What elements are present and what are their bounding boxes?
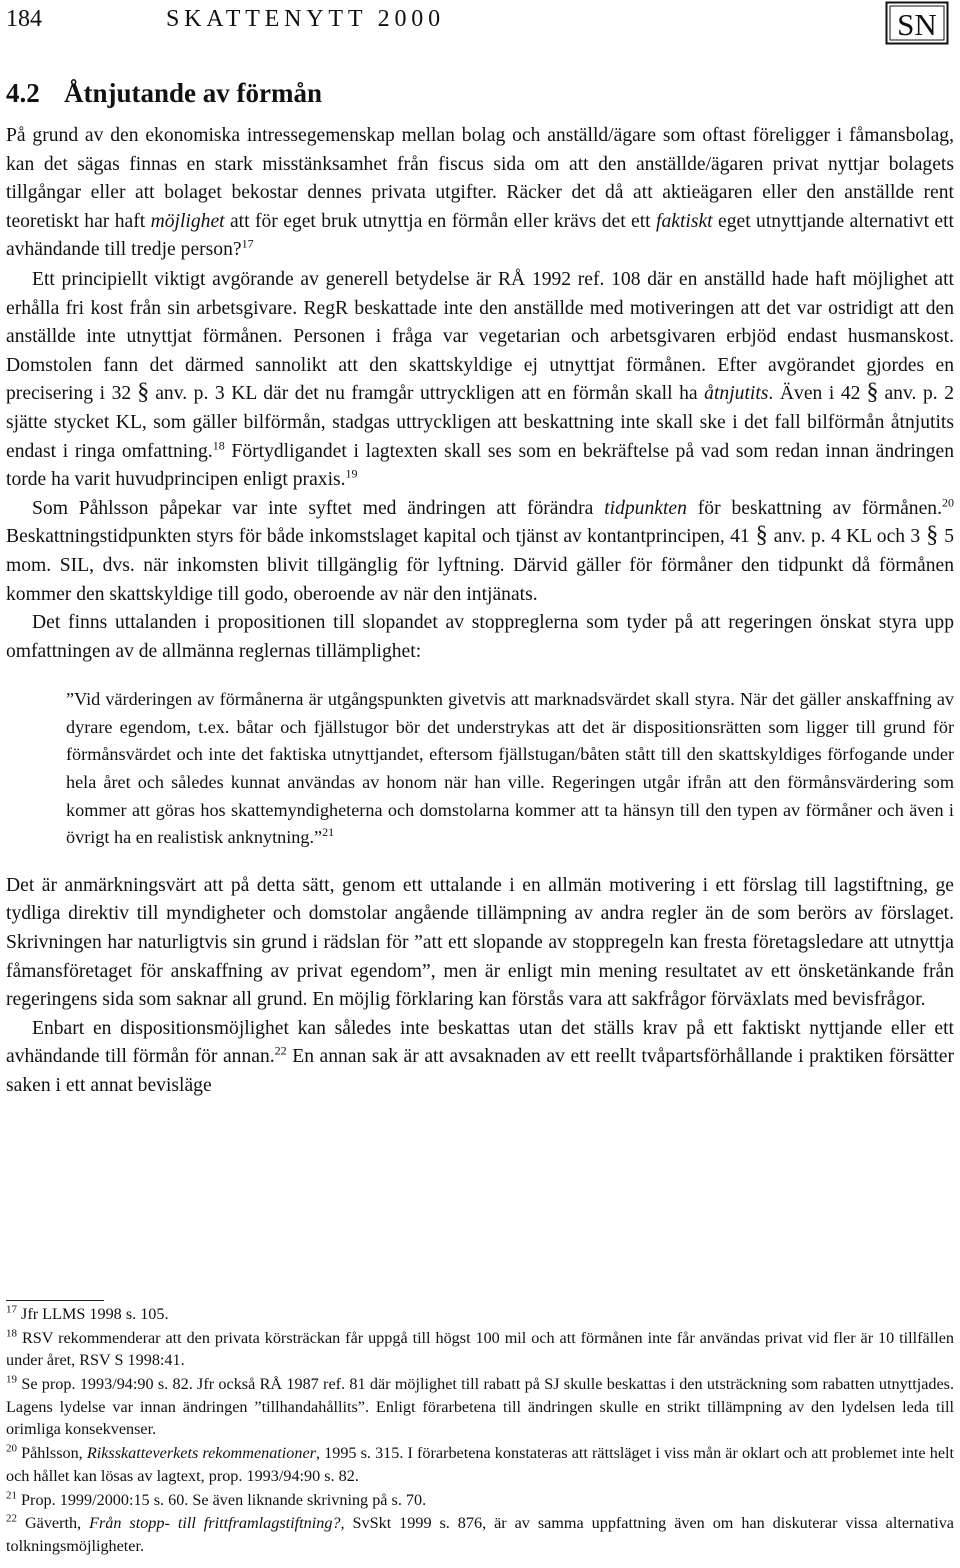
footnote-22: $^{22}$ Gäverth, Från stopp- till frittframlagstiftning?, SvSkt 1999 s. 876, är av samma uppfattning även om han diskuterar vissa alternativa tolkningsmöjligheter.: [6, 1512, 954, 1555]
footnote-ref-22[interactable]: 22: [274, 1043, 287, 1058]
section-sign: §: [926, 522, 939, 549]
body-text: [6, 122, 954, 1101]
footnote-divider: [6, 1300, 104, 1301]
footnote-20: $^{20}$ Påhlsson, Riksskatteverkets rekommenationer, 1995 s. 315. I förarbetena konstateras att rättsläget i viss mån är oklart och att problemet inte helt och hållet kan lösas av lagtext, prop. 1993/94:90 s. 82.: [6, 1442, 954, 1485]
paragraph-6: Enbart en dispositionsmöjlighet kan således inte beskattas utan det ställs krav på ett faktiskt nyttjande eller ett avhändande till förmån för annan.$^{22}$ En annan sak är att avsaknaden av ett reellt tvåpartsförhållande i praktiken försätter saken i ett annat bevisläge: [6, 1017, 954, 1096]
footnotes: [6, 1303, 954, 1559]
sn-logo-icon: [885, 1, 949, 45]
block-quote: ”Vid värderingen av förmånerna är utgångspunkten givetvis att marknadsvärdet skall styra. När det gäller anskaffning av dyrare egendom, t.ex. båtar och fjällstugor bör det understrykas att det är dispositionsrätten som ligger till grund för förmånsvärdet och inte det faktiska utnyttjandet, eftersom fjällstugan/båten stått till den skattskyldiges förfogande under hela året och således kunnat användas av honom när han ville. Regeringen utgår ifrån att den förmånsvärdering som kommer att göras hos skattemyndigheterna och domstolarna kommer att ta hänsyn till den typen av förmåner och även i övrigt ha en realistisk anknytning.”$^{21}$: [66, 689, 954, 848]
paragraph-2: Ett principiellt viktigt avgörande av generell betydelse är RÅ 1992 ref. 108 där en anställd hade haft möjlighet att erhålla fri kost från sin arbetsgivare. RegR beskattade inte den anställde med motiveringen att det var ostridigt att den anställde inte utnyttjat förmånen. Personen i fråga var vegetarian och arbetsgivaren erbjöd endast husmanskost. Domstolen fann det därmed sannolikt att den skattskyldige ej utnyttjat förmånen. Efter avgörandet gjordes en precisering i 32 § anv. p. 3 KL där det nu framgår uttryckligen att en förmån skall ha åtnjutits. Även i 42 § anv. p. 2 sjätte stycket KL, som gäller bilförmån, stadgas uttryckligen att beskattning inte skall ske i det fall bilförmån åtnjutits endast i ringa omfattning.$^{18}$ Förtydligandet i lagtexten skall ses som en bekräftelse på vad som redan innan ändringen torde ha varit huvudprincipen enligt praxis.$^{19}$: [6, 268, 954, 491]
paragraph-4: Det finns uttalanden i propositionen till slopandet av stoppreglerna som tyder på att regeringen önskat styra upp omfattningen av de allmänna reglernas tillämplighet:: [6, 612, 954, 662]
footnote-ref-17[interactable]: 17: [241, 236, 254, 251]
section-number: 4.2: [6, 78, 40, 108]
footnote-ref-20[interactable]: 20: [942, 495, 954, 510]
footnote-ref-19[interactable]: 19: [345, 466, 358, 481]
section-sign: §: [755, 522, 768, 549]
footnote-ref-21[interactable]: 21: [322, 825, 335, 840]
running-header: [6, 0, 954, 52]
paragraph-5: Det är anmärkningsvärt att på detta sätt, genom ett uttalande i en allmän motivering i ett förslag till lagstiftning, ge tydliga direktiv till myndigheter och domstolar angående tillämpning av andra regler än de som berörs av förslaget. Skrivningen har naturligtvis sin grund i rädslan för ”att ett slopande av stoppregeln kan fresta företagsledare att utnyttja fåmansföretaget för anskaffning av privat egendom”, men är enligt min mening resultatet av ett önsketänkande från regeringens sida som saknar all grund. En möjlig förklaring kan förstås vara att sakfrågor förväxlats med bevisfrågor.: [6, 874, 954, 1011]
section-sign: §: [137, 379, 150, 406]
paragraph-1: På grund av den ekonomiska intressegemenskap mellan bolag och anställd/ägare som oftast föreligger i fåmansbolag, kan det sägas finnas en stark misstänksamhet från fiscus sida om att den anställde/ägaren privat nyttjar bolagets tillgångar eller att bolaget bekostar dennes privata utgifter. Räcker det då att aktieägaren eller den anställde rent teoretiskt har haft möjlighet att för eget bruk utnyttja en förmån eller krävs det ett faktiskt eget utnyttjande alternativt ett avhändande till tredje person?$^{17}$: [6, 125, 954, 261]
document-page: [6, 0, 954, 1568]
footnote-17: $^{17}$ Jfr LLMS 1998 s. 105.: [6, 1303, 169, 1323]
section-title: Åtnjutande av förmån: [64, 78, 323, 108]
journal-title: SKATTENYTT 2000: [166, 6, 445, 32]
footnote-ref-18[interactable]: 18: [212, 438, 225, 452]
logo-text: SN: [897, 7, 937, 42]
footnote-21: $^{21}$ Prop. 1999/2000:15 s. 60. Se även liknande skrivning på s. 70.: [6, 1489, 427, 1509]
page-number: 184: [6, 6, 42, 32]
section-heading: [6, 78, 322, 109]
paragraph-3: Som Påhlsson påpekar var inte syftet med ändringen att förändra tidpunkten för beskattning av förmånen.$^{20}$ Beskattningstidpunkten styrs för både inkomstslaget kapital och tjänst av kontantprincipen, 41 § anv. p. 4 KL och 3 § 5 mom. SIL, dvs. när inkomsten blivit tillgänglig för lyftning. Därvid gäller för förmåner den tidpunkt då förmånen kommer den skattskyldige till godo, oberoende av när den intjänats.: [6, 495, 954, 605]
section-sign: §: [866, 379, 879, 406]
footnote-19: $^{19}$ Se prop. 1993/94:90 s. 82. Jfr också RÅ 1987 ref. 81 där möjlighet till rabatt på SJ skulle beskattas i den utsträckning som rabatten utnyttjades. Lagens lydelse var innan ändringen ”tillhandahållits”. Enligt förarbetena till ändringen skulle en strikt tillämpning av den lydelsen leda till orimliga konsekvenser.: [6, 1373, 954, 1439]
footnote-18: $^{18}$ RSV rekommenderar att den privata körsträckan får uppgå till högst 100 mil och att förmånen inte får användas privat vid fler är 10 tillfällen under året, RSV S 1998:41.: [6, 1327, 954, 1370]
